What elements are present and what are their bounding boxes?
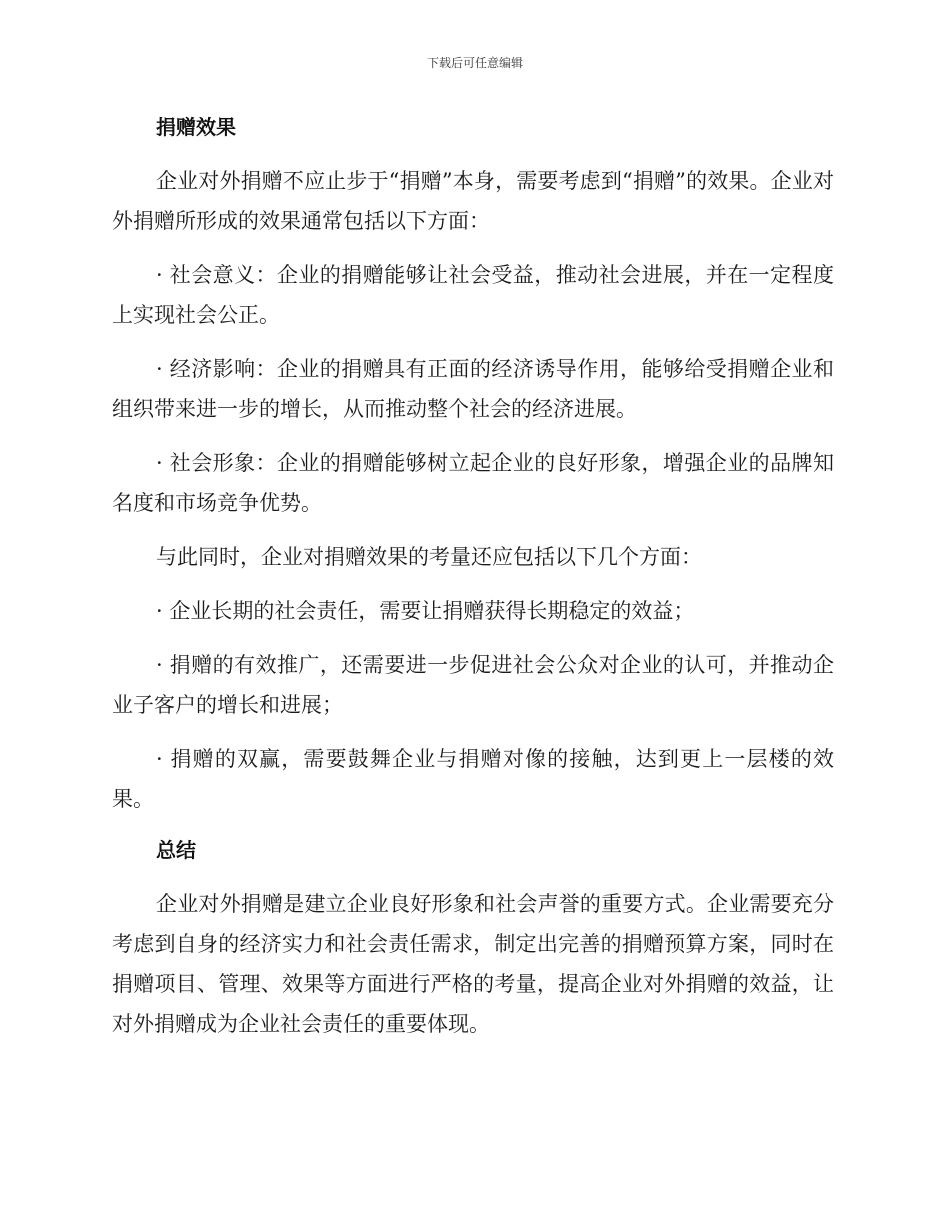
bullet-win-win: · 捐赠的双赢，需要鼓舞企业与捐赠对像的接触，达到更上一层楼的效果。 — [112, 747, 834, 811]
document-body — [112, 110, 834, 1058]
section-heading-summary: 总结 — [156, 838, 196, 862]
paragraph: 与此同时，企业对捐赠效果的考量还应包括以下几个方面： — [156, 545, 702, 569]
bullet-social-image: · 社会形象：企业的捐赠能够树立起企业的良好形象，增强企业的品牌知名度和市场竞争优势。 — [112, 451, 834, 515]
page-header: 下载后可任意编辑 — [426, 56, 523, 70]
paragraph: 企业对外捐赠不应止步于“捐赠”本身，需要考虑到“捐赠”的效果。企业对外捐赠所形成的效果通常包括以下方面： — [112, 169, 834, 233]
bullet-effective-promotion: · 捐赠的有效推广，还需要进一步促进社会公众对企业的认可，并推动企业子客户的增长和进展； — [112, 653, 834, 717]
bullet-economic-impact: · 经济影响：企业的捐赠具有正面的经济诱导作用，能够给受捐赠企业和组织带来进一步的增长，从而推动整个社会的经济进展。 — [112, 357, 834, 421]
summary-paragraph: 企业对外捐赠是建立企业良好形象和社会声誉的重要方式。企业需要充分考虑到自身的经济实力和社会责任需求，制定出完善的捐赠预算方案，同时在捐赠项目、管理、效果等方面进行严格的考量，提高企业对外捐赠的效益，让对外捐赠成为企业社会责任的重要体现。 — [112, 892, 834, 1036]
bullet-long-term-responsibility: · 企业长期的社会责任，需要让捐赠获得长期稳定的效益； — [156, 599, 695, 623]
section-heading-donation-effect: 捐赠效果 — [156, 115, 236, 139]
bullet-social-significance: · 社会意义：企业的捐赠能够让社会受益，推动社会进展，并在一定程度上实现社会公正。 — [112, 263, 834, 327]
